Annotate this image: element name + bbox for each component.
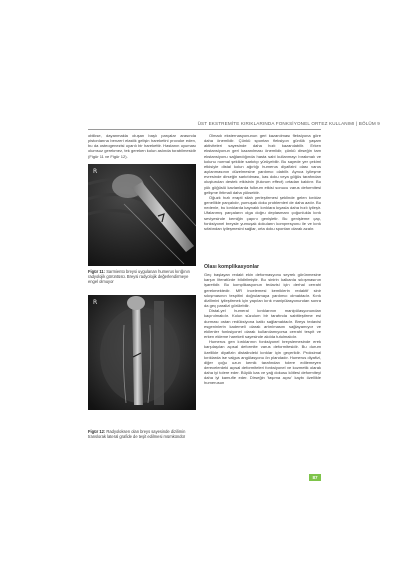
figure-12-caption-text: Radyoloksen olan breys sayesinde dizilimin translorak lateral grafide de teşit edilmesi mümkündür — [88, 429, 186, 439]
running-header: ÜST EKSTREMİTE KIRIKLARINDA FONKSİYONEL ORTEZ KULLANIMI | BÖLÜM 9 — [197, 121, 380, 126]
right-paragraph-2: Oğuzk hızlı erapti silah yerleştirmesi şeklinde gelen kırıklar genellikle parçalıdır, yumuşak doku problemleri de daha azdır. Bu nedenle, bu kırıklarda kaynaklı kırıklara kıyasla daha hızlı iyileşir. Ufalanmış parçaların olga doğru deplasmanı çoğunlukla kırık seviyesinde kemiğin çapını genişletir. Bu genişleme çap, fonksiyonel breysle yumuşak dokuların kompresyonu ile ve kırık sıfatından iyileşmesini sağlar, orta doku spontan olarak azalır. — [204, 194, 321, 231]
figure-11-caption — [88, 270, 196, 285]
figure-12-xray-image — [88, 295, 196, 410]
section-title: Olası komplikasyonlar — [204, 264, 260, 270]
left-paragraph-1: oblikse, dayanmakla oluşan başlı parçalar arasında pistonlarına benzeri elastik gelişin hareketini provoke eden, bu da osteogenezisi uyarılı bir harekettir. Hastanın uyuması olumsuz gerekmez, tek gereken kolun aslında torabilmesidir (Figür 11 ve Figür 12). — [88, 133, 196, 159]
left-column — [88, 133, 196, 159]
figure-11-label: Figür 11: — [88, 269, 106, 274]
figure-12-label: Figür 12: — [88, 429, 106, 434]
right-paragraph-5: Humerus gen kırıklarının fonksiyonel breyslemesinde erek karşılaşılan açısal deformite varus deformitesidir. Bu durum özellikle diyafizin distalindeki kırıklar için geçerlidir. Proksimal kırıklarda ise valgus angülasyonu ön plandadır. Humerus diyafizi, diğer çoğu uzun kemik tarafından tolere edilemeyen derecelerdeki açısal deformiteleri fonksiyonel ve kozmetik olarak daha iyi tolere eder. Büyük kas ve yağ dokusu kötlesi deformiteyi daha iyi kamufle eder. Dirseğin 'taşıma açısı' kaybı özellikle humerusun — [204, 339, 321, 386]
header-divider — [88, 129, 321, 130]
figure-11-caption-text: Sarmiento breysi uygulanan humerus kırığının radyolojik görüntüsü. Breysi radyolojik değerlendirmeye engel olmuyor — [88, 269, 190, 284]
complications-section — [204, 265, 321, 386]
xray-lateral-graphic — [88, 295, 196, 410]
right-paragraph-4: Distal-yel humeral kırıklarının manipülasyonundan kaçınılmalıdır. Kolun süzulum bir tarafında sabitleştirme esi durması ostan redüksiyona katkı sağlamaktadır. Breys tedavisi esgeninlerin kademeli olarak artırılmasını sağlayamıyor ve ekilenler fonksiyonel olarak kullanılamıyorsa cerrahi tespit ve erken ekleme hareketi sayesinde akılda tutulmalıdır. — [204, 308, 321, 340]
xray-humerus-graphic — [88, 164, 196, 266]
figure-11-xray-image — [88, 164, 196, 266]
right-column — [204, 133, 321, 231]
xray-side-marker: R — [93, 168, 98, 175]
right-paragraph-3: Geç başlayan redakt ekin deformasyonu seyrek görünmesine karşın literatürde bildirilmiştir. Bu sinirin kalkanla sıkışmasının işaretidir. Bu komplikasyonun tedavisi için derhal cerrahi gerekmektedir. MR incelemesi kemiklerin redaktif sinir sıkışmasının tespitini doğrulamaya yardımcı olmaktadır. Kırık dizilimini iyileştirmek için yapılan kırık manipülasyonundan sonra da geç paralizi görülebilir. — [204, 272, 321, 309]
figure-12-caption — [88, 430, 196, 440]
xray-side-marker: R — [93, 299, 98, 306]
page-number: 87 — [309, 474, 321, 481]
right-paragraph-1: Olmadı eksternasyonunun geri kazanılması fleksiyona göre daha önemlidir. Çünkü spontan fleksiyon günlük yaşam aktiviteleri sayesinde daha hızlı kazanılabilir. Erken ekstansiyonun geri kazanılması önemlidir, çünkü dirseğin tam ekstansiyonu sağlandığında hasta sabi kullanmayı bırakmalı ve kolunu normal şekilde sarkıtıp yürüyebilir. Bu sayede yer çekimi etkisiyle distal kolun ağırlığı humerus diyafizini olası varus açılanmasının düzelmesine yardımcı olabilir. Ayrıca iyileşme evresinde dirseğin sarkıtılması, kas doku veya göğüs tarafından oluşturulan destek etkisinin (fulcrum effect) ortadan kaldırır. Bu yük göğüslü kavlanlarda fulkrum etkisi sonucu varus deformitesi gelişme ihtimali daha yüksektir. — [204, 133, 321, 195]
